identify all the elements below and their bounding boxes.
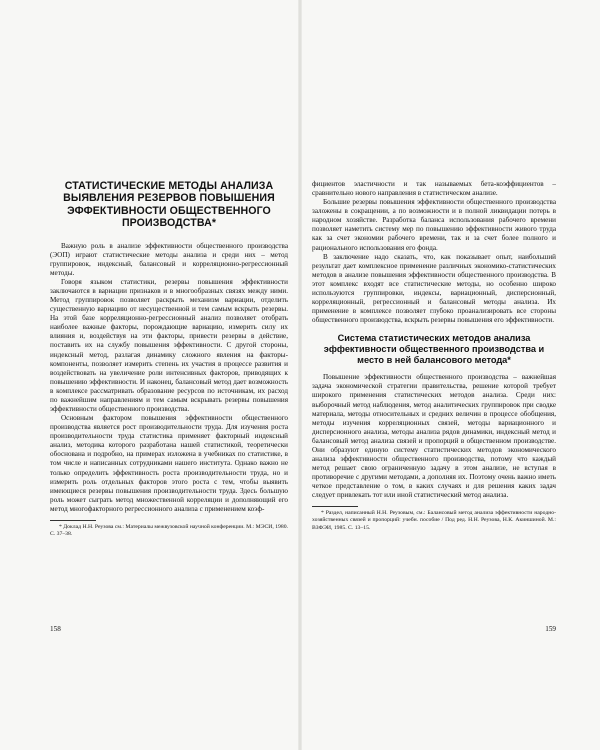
paragraph: Говоря языком статистики, резервы повышения эффективности заключаются в вариации признаков и в многообразных связях между ними. Метод группировок позволяет раскрыть механизм вариации, отделить существенную вариацию от несущественной и тем самым вскрыть резервы. На этой базе корреляционно-регрессионный анализ позволяет отобрать наиболее важные факторы, порождающие вариацию, измерить силу их влияния и, воздействуя на эти факторы, привести резервы в действие, поставить их на службу повышения эффективности. С другой стороны, индексный метод, разлагая динамику сложного явления на факторы-компоненты, позволяет измерить степень их участия в процессе развития и воздействовать на увеличение роли интенсивных факторов, приводящих к повышению эффективности. И наконец, балансовый метод дает возможность в комплексе рассматривать образование ресурсов по источникам, их расход по важнейшим направлениям и тем самым вскрывать резервы повышения эффективности общественного производства. [50,277,288,413]
paragraph: Важную роль в анализе эффективности общественного производства (ЭОП) играют статистические методы анализа и среди них – метод группировок, индексный, балансовый и корреляционно-регрессионный методы. [50,241,288,277]
paragraph: В заключение надо сказать, что, как показывает опыт, наибольший результат дает комплексное применение различных экономико-статистических методов в анализе повышения эффективности общественного производства. В этот комплекс входят все статистические методы, но особенно широко используются группировки, индексы, вариационный, дисперсионный, корреляционный, регрессионный и балансовый методы анализа. Их применение в комплексе позволяет глубоко проанализировать все стороны общественного производства, вскрыть резервы повышения его эффективности. [312,252,556,325]
section-heading: Система статистических методов анализа эффективности общественного производства и место в ней балансового метода* [323,333,545,365]
footnote: * Раздел, написанный Н.Н. Реузовым, см.: Балансовый метод анализа эффективности народно-хозяйственных связей и пропорций: учебн. пособие / Под ред. Н.Н. Реузова, Н.К. Акиншиной. М.: ВЗФЭИ, 1985. С. 13–15. [312,510,556,531]
paragraph: Повышение эффективности общественного производства – важнейшая задача экономической стратегии правительства, решение которой требует широкого применения статистических методов анализа. Среди них: выборочный метод наблюдения, метод аналитических группировок при сводке материала, методы относительных и средних величин в процессе обобщения, методы изучения корреляционных связей, методы вариационного и дисперсионного анализа, методы анализа рядов динамики, индексный метод и балансовый метод анализа связей и пропорций в общественном производстве. Они образуют единую систему статистических методов экономического анализа эффективности общественного производства, потому что каждый метод решает свою ограниченную задачу в этом анализе, не вступая в противоречие с другими методами, а дополняя их. Поэтому очень важно иметь четкое представление о том, в каких случаях и для решения каких задач следует привлекать тот или иной статистический метод анализа. [312,373,556,500]
right-page [300,0,600,750]
footnote-separator [50,520,96,521]
page-number: 158 [50,625,61,633]
footnote: * Доклад Н.Н. Реузова см.: Материалы межвузовской научной конференции. М.: МЭСИ, 1980. С. 37–38. [50,523,288,538]
article-title: СТАТИСТИЧЕСКИЕ МЕТОДЫ АНАЛИЗА ВЫЯВЛЕНИЯ РЕЗЕРВОВ ПОВЫШЕНИЯ ЭФФЕКТИВНОСТИ ОБЩЕСТВЕННОГО ПРОИЗВОДСТВА* [63,180,275,230]
footnote-separator [312,506,358,507]
page-number: 159 [545,625,556,633]
paragraph: Большие резервы повышения эффективности общественного производства заложены в сокращении, а по возможности и в полной ликвидации потерь в народном хозяйстве. Разработка баланса использования рабочего времени позволяет наметить систему мер по повышению эффективности живого труда как за счет экономии рабочего времени, так и за счет более полного и рационального использования его фонда. [312,198,556,252]
paragraph: Основным фактором повышения эффективности общественного производства является рост производительности труда. Для изучения роста производительности труда статистика применяет факторный индексный анализ, методика которого разработана нашей статистикой, теоретически обоснована и подробно, на примерах изложена в учебниках по статистике, в том числе и написанных сотрудниками нашего института. Однако важно не только определить эффективность роста производительности труда, но и измерить роль отдельных факторов этого роста с тем, чтобы выявить имеющиеся резервы повышения производительности труда. Здесь большую роль может сыграть метод множественной корреляции и дополняющий его метод многофакторного регрессионного анализа с применением коэф- [50,414,288,513]
paragraph: фициентов эластичности и так называемых бета-коэффициентов – сравнительно нового направления в статистическом анализе. [312,180,556,198]
